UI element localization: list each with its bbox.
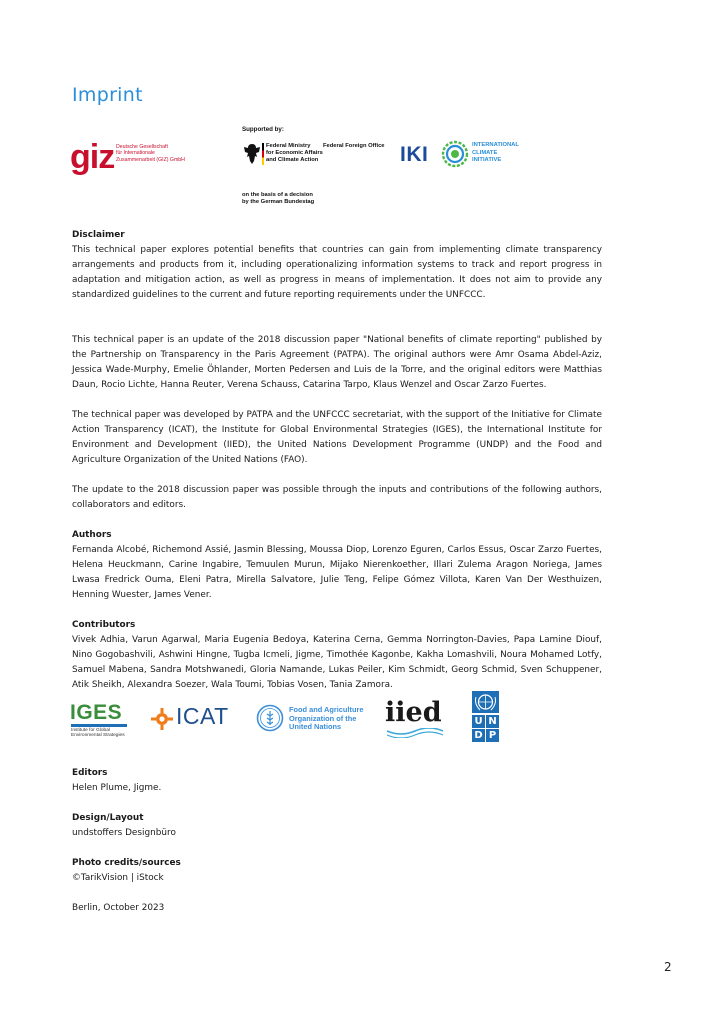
iki-ring-icon [441, 140, 469, 168]
contributors-heading: Contributors [72, 620, 136, 630]
paragraph-development: The technical paper was developed by PATPA and the UNFCCC secretariat, with the support of the Initiative for Climate Action Transparency (ICAT), the Institute for Global Environmental Strategies (IGES), the International Institute for Environment and Development (IIED), the United Nations Development Programme (UNDP) and the Food and Agriculture Organization of the United Nations (FAO). [72, 410, 602, 465]
bundestag-basis-text: on the basis of a decision by the German Bundestag [242, 192, 315, 205]
main-text [72, 228, 602, 693]
bmwk-logo-text: Federal Ministry for Economic Affairs and Climate Action [266, 143, 323, 163]
undp-letter-d: D [472, 729, 485, 742]
fao-logo-text: Food and Agriculture Organization of the United Nations [289, 705, 364, 732]
page-number: 2 [664, 960, 672, 974]
editors-text: Helen Plume, Jigme. [72, 783, 162, 793]
giz-logo: giz [70, 138, 115, 176]
undp-letter-u: U [472, 715, 485, 728]
iki-logo: IKI [400, 143, 429, 166]
federal-foreign-office-label: Federal Foreign Office [323, 143, 385, 149]
iges-logo-bar [71, 724, 127, 727]
contributors-text: Vivek Adhia, Varun Agarwal, Maria Eugenia Bedoya, Katerina Cerna, Gemma Norrington-Davies, Papa Lamine Diouf, Nino Gogobashvili, Ashwini Hingne, Tugba Icmeli, Jigme, Timothée Kagonbe, Kakha Lomashvili, Noura Mohamed Lotfy, Samuel Mabena, Sandra Motshwanedi, Gloria Namande, Lukas Peiler, Kim Schmidt, Georg Schmid, Sven Schuppener, Atik Sheikh, Alexandra Soezer, Wala Toumi, Tobias Vosen, Tania Zamora. [72, 635, 602, 690]
german-flag-bar [262, 143, 264, 165]
iges-logo-subtitle: Institute for Global Environmental Strategies [71, 728, 125, 739]
giz-logo-subtitle: Deutsche Gesellschaft für Internationale Zusammenarbeit (GIZ) GmbH [116, 144, 185, 163]
undp-letter-p: P [486, 729, 499, 742]
supported-by-label: Supported by: [242, 126, 284, 133]
un-globe-icon [472, 691, 499, 713]
undp-emblem [472, 691, 499, 713]
page-title: Imprint [72, 84, 143, 106]
credits [72, 766, 602, 916]
icat-logo: ICAT [176, 703, 229, 729]
design-heading: Design/Layout [72, 813, 144, 823]
undp-letter-n: N [486, 715, 499, 728]
disclaimer-text: This technical paper explores potential benefits that countries can gain from implementing climate transparency arrangements and products from it, including operationalizing information systems to track and report progress in adaptation and mitigation action, as well as progress in means of implementation. It does not aim to provide any standardized guidelines to the current and future reporting requirements under the UNFCCC. [72, 245, 602, 300]
fao-emblem-icon [256, 704, 284, 732]
photo-credits-text: ©TarikVision | iStock [72, 873, 164, 883]
authors-text: Fernanda Alcobé, Richemond Assié, Jasmin Blessing, Moussa Diop, Lorenzo Eguren, Carlos Essus, Oscar Zarzo Fuertes, Helena Heuckmann, Carine Ingabire, Temuulen Murun, Mijako Nierenkoether, Illari Zulema Aragon Noriega, James Lwasa Fredrick Ouma, Eleni Patra, Mirella Salvatore, Julie Teng, Felipe Gómez Villota, Karen Van Der Westhuizen, Henning Wuester, James Vener. [72, 545, 602, 600]
authors-heading: Authors [72, 530, 112, 540]
disclaimer-heading: Disclaimer [72, 230, 125, 240]
iied-logo: iied [385, 697, 442, 728]
icat-symbol-icon [151, 708, 173, 730]
undp-logo [472, 691, 499, 747]
editors-heading: Editors [72, 768, 108, 778]
iied-wave-icon [386, 728, 444, 738]
paragraph-contributions: The update to the 2018 discussion paper was possible through the inputs and contributions of the following authors, collaborators and editors. [72, 485, 602, 510]
paragraph-update: This technical paper is an update of the 2018 discussion paper "National benefits of climate reporting" published by the Partnership on Transparency in the Paris Agreement (PATPA). The original authors were Amr Osama Abdel-Aziz, Jessica Wade-Murphy, Emelie Öhlander, Morten Pedersen and Luis de la Torre, and the original editors were Matthias Daun, Rocio Lichte, Hanna Reuter, Verena Schauss, Catarina Tarpo, Klaus Wenzel and Oscar Zarzo Fuertes. [72, 335, 602, 390]
iges-logo: IGES [70, 701, 123, 724]
iki-logo-text: INTERNATIONAL CLIMATE INITIATIVE [472, 142, 519, 163]
design-text: undstoffers Designbüro [72, 828, 176, 838]
place-date: Berlin, October 2023 [72, 903, 165, 913]
photo-credits-heading: Photo credits/sources [72, 858, 181, 868]
federal-eagle-icon [243, 143, 261, 165]
